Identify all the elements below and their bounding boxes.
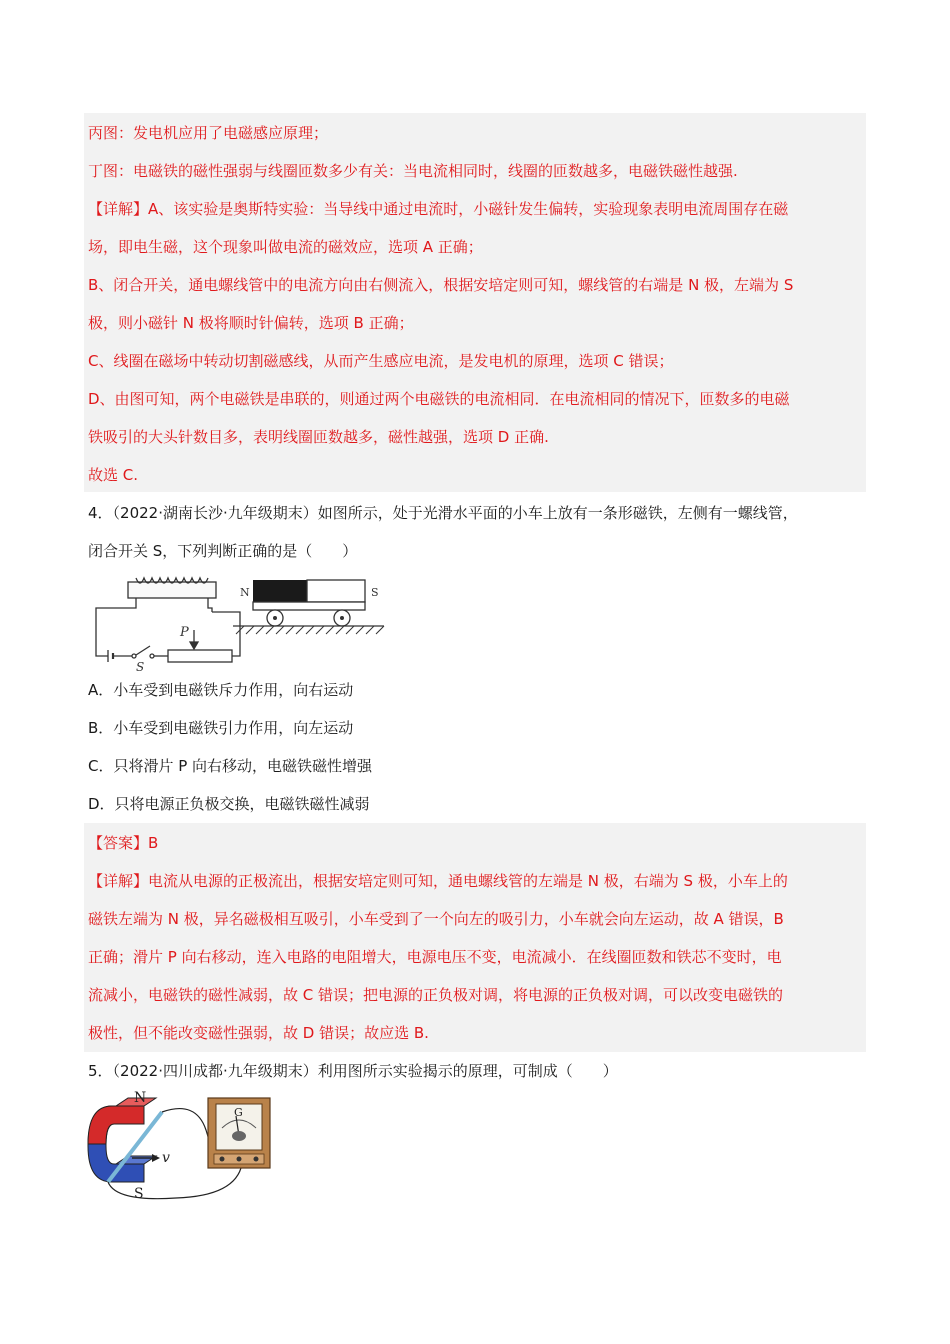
prev-answer-line: 场，即电生磁，这个现象叫做电流的磁效应，选项 A 正确；	[88, 238, 483, 256]
q4-stem: 4．（2022·湖南长沙·九年级期末）如图所示，处于光滑水平面的小车上放有一条形磁铁，左侧有一螺线管，	[88, 504, 798, 522]
q4-option-a: A．小车受到电磁铁斥力作用，向右运动	[88, 681, 354, 699]
q5-label-s: S	[134, 1186, 144, 1202]
prev-answer-line: 极，则小磁针 N 极将顺时针偏转，选项 B 正确；	[88, 314, 414, 332]
q5-figure	[86, 1090, 286, 1210]
prev-answer-line: C、线圈在磁场中转动切割磁感线，从而产生感应电流，是发电机的原理，选项 C 错误；	[88, 352, 674, 370]
q4-detail-line: 【详解】电流从电源的正极流出，根据安培定则可知，通电螺线管的左端是 N 极，右端为 S 极，小车上的	[88, 872, 788, 890]
prev-answer-line: D、由图可知，两个电磁铁是串联的，则通过两个电磁铁的电流相同．在电流相同的情况下，匝数多的电磁	[88, 390, 790, 408]
prev-answer-line: 故选 C.	[88, 466, 139, 484]
q5-label-g: G	[234, 1106, 243, 1119]
q4-stem: 闭合开关 S，下列判断正确的是（ ）	[88, 542, 358, 560]
q4-option-b: B．小车受到电磁铁引力作用，向左运动	[88, 719, 354, 737]
q4-label-switch-s: S	[136, 660, 145, 672]
prev-answer-line: 【详解】A、该实验是奥斯特实验：当导线中通过电流时，小磁针发生偏转，实验现象表明电流周围存在磁	[88, 200, 789, 218]
prev-answer-line: 丁图：电磁铁的磁性强弱与线圈匝数多少有关：当电流相同时，线圈的匝数越多，电磁铁磁性越强.	[88, 162, 738, 180]
q4-detail-line: 极性，但不能改变磁性强弱，故 D 错误；故应选 B.	[88, 1024, 429, 1042]
q4-detail-line: 正确；滑片 P 向右移动，连入电路的电阻增大，电源电压不变，电流减小．在线圈匝数和铁芯不变时，电	[88, 948, 782, 966]
q4-magnet-n: N	[240, 586, 250, 599]
q4-magnet-s: S	[371, 586, 379, 599]
q5-label-n: N	[134, 1090, 147, 1106]
q4-figure	[88, 572, 388, 672]
q4-label-p: P	[180, 625, 189, 640]
q5-stem: 5．（2022·四川成都·九年级期末）利用图所示实验揭示的原理，可制成（ ）	[88, 1062, 618, 1080]
prev-answer-line: 丙图：发电机应用了电磁感应原理；	[88, 124, 329, 142]
q5-label-v: v	[162, 1150, 170, 1166]
q4-option-c: C．只将滑片 P 向右移动，电磁铁磁性增强	[88, 757, 373, 775]
q4-detail-line: 磁铁左端为 N 极，异名磁极相互吸引，小车受到了一个向左的吸引力，小车就会向左运动，故 A 错误，B	[88, 910, 784, 928]
prev-answer-line: B、闭合开关，通电螺线管中的电流方向由右侧流入，根据安培定则可知，螺线管的右端是 N 极，左端为 S	[88, 276, 794, 294]
q4-answer-block	[84, 823, 866, 1052]
q4-option-d: D．只将电源正负极交换，电磁铁磁性减弱	[88, 795, 370, 813]
prev-answer-line: 铁吸引的大头针数目多，表明线圈匝数越多，磁性越强，选项 D 正确.	[88, 428, 549, 446]
q4-answer: 【答案】B	[88, 834, 159, 852]
q4-detail-line: 流减小，电磁铁的磁性减弱，故 C 错误；把电源的正负极对调，将电源的正负极对调，可以改变电磁铁的	[88, 986, 784, 1004]
